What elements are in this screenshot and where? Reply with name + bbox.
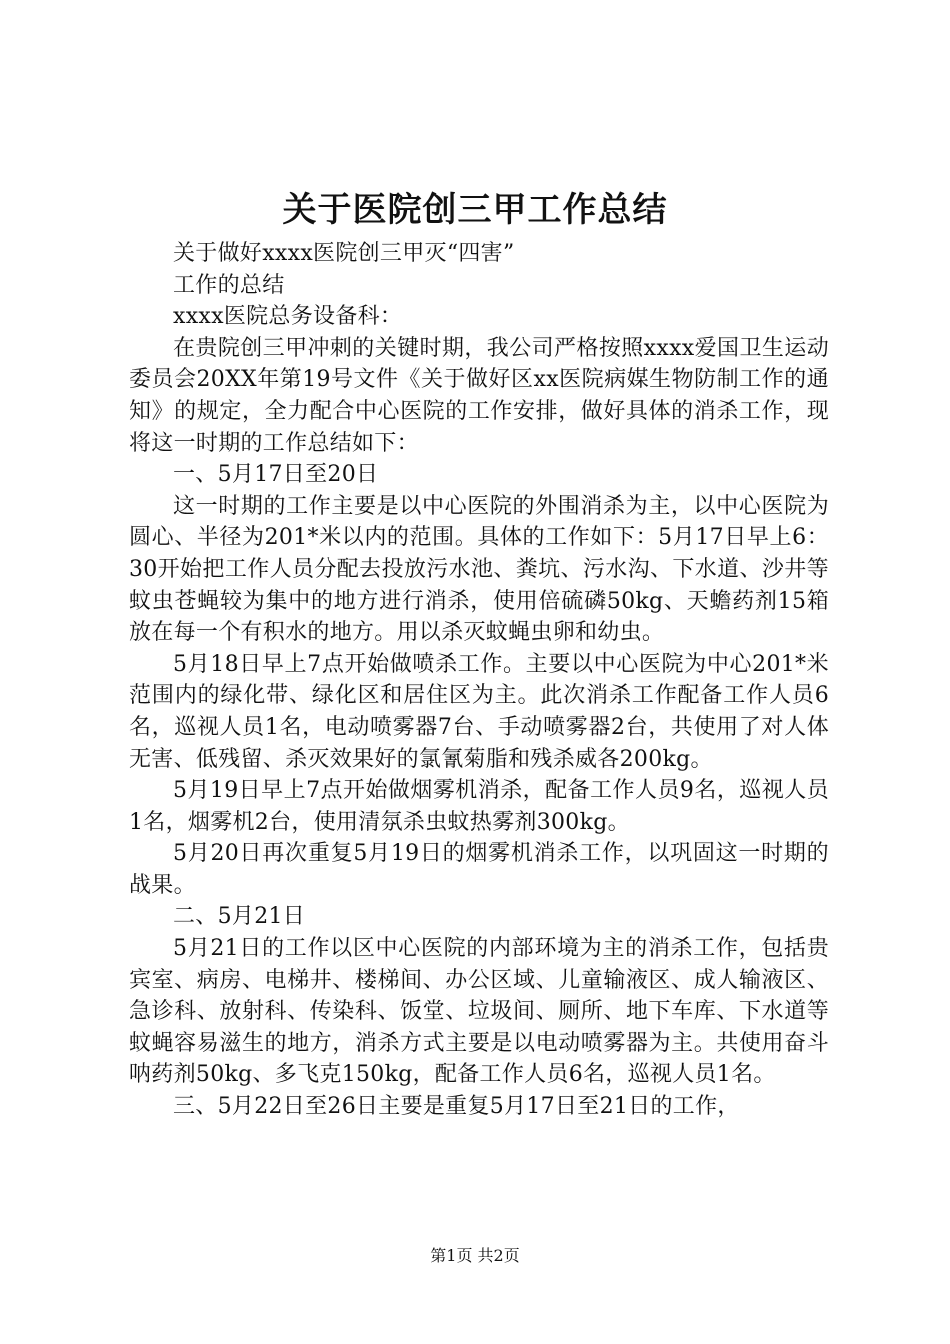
paragraph-may-19: 5月19日早上7点开始做烟雾机消杀，配备工作人员9名，巡视人员1名，烟雾机2台，使用清氛杀虫蚊热雾剂300kg。 (129, 778, 829, 835)
intro-paragraph: 在贵院创三甲冲刺的关键时期，我公司严格按照xxxx爱国卫生运动委员会20XX年第19号文件《关于做好区xx医院病媒生物防制工作的通知》的规定，全力配合中心医院的工作安排，做好具体的消杀工作，现将这一时期的工作总结如下： (129, 335, 829, 456)
paragraph-may-20: 5月20日再次重复5月19日的烟雾机消杀工作，以巩固这一时期的战果。 (129, 841, 829, 898)
paragraph-may-21: 5月21日的工作以区中心医院的内部环境为主的消杀工作，包括贵宾室、病房、电梯井、楼梯间、办公区域、儿童输液区、成人输液区、急诊科、放射科、传染科、饭堂、垃圾间、厕所、地下车库、下水道等蚊蝇容易滋生的地方，消杀方式主要是以电动喷雾器为主。共使用奋斗呐药剂50kg、多飞克150kg，配备工作人员6名，巡视人员1名。 (129, 936, 829, 1088)
addressee: xxxx医院总务设备科： (173, 304, 403, 330)
heading-line-1: 关于做好xxxx医院创三甲灭“四害” (173, 241, 515, 266)
section-heading-2: 二、5月21日 (173, 904, 306, 930)
page-footer: 第1页 共2页 (430, 1246, 520, 1265)
document-body (129, 238, 829, 1123)
section-heading-1: 一、5月17日至20日 (173, 462, 379, 488)
paragraph-may-17: 这一时期的工作主要是以中心医院的外围消杀为主，以中心医院为圆心、半径为201*米以内的范围。具体的工作如下：5月17日早上6：30开始把工作人员分配去投放污水池、粪坑、污水沟、下水道、沙井等蚊虫苍蝇较为集中的地方进行消杀，使用倍硫磷50kg、天蟾药剂15箱放在每一个有积水的地方。用以杀灭蚊蝇虫卵和幼虫。 (129, 493, 829, 646)
heading-line-2: 工作的总结 (173, 272, 285, 298)
section-heading-3: 三、5月22日至26日主要是重复5月17日至21日的工作， (173, 1094, 740, 1120)
document-title: 关于医院创三甲工作总结 (282, 190, 668, 230)
paragraph-may-18: 5月18日早上7点开始做喷杀工作。主要以中心医院为中心201*米范围内的绿化带、绿化区和居住区为主。此次消杀工作配备工作人员6名，巡视人员1名，电动喷雾器7台、手动喷雾器2台，共使用了对人体无害、低残留、杀灭效果好的氯氰菊脂和残杀威各200kg。 (129, 651, 829, 772)
